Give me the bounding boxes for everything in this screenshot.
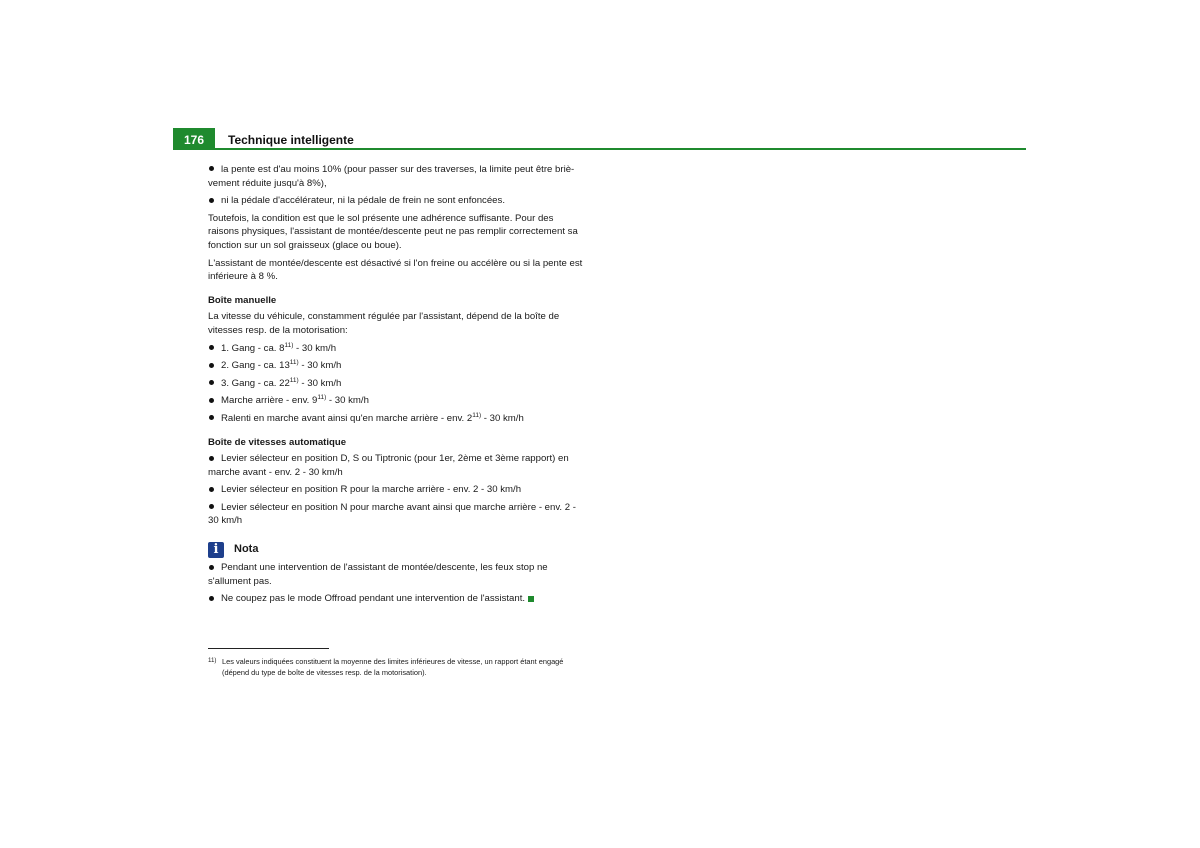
bullet-icon [209,380,214,385]
footnote [208,656,588,678]
section-heading-manual: Boîte manuelle [208,294,277,306]
bullet-icon [209,415,214,420]
header-divider [173,148,1026,150]
list-item: Ne coupez pas le mode Offroad pendant une intervention de l'assistant. [208,592,584,606]
nota-heading [208,542,584,558]
list-item: 1. Gang - ca. 8$^{11)}$ - 30 km/h [208,342,584,356]
info-icon: i [208,542,224,558]
footnote-divider [208,648,329,649]
bullet-icon [209,504,214,509]
list-item: Ralenti en marche avant ainsi qu'en marche arrière - env. 2$^{11)}$ - 30 km/h [208,412,584,426]
page-header [173,128,1026,150]
paragraph: La vitesse du véhicule, constamment régulée par l'assistant, dépend de la boîte de vitesses resp. de la motorisation: [208,311,560,336]
bullet-icon [209,363,214,368]
end-of-section-icon [528,596,534,602]
footnote-ref[interactable]: 11) [472,411,482,419]
footnote-mark: 11) [208,657,217,664]
footnote-ref[interactable]: 11) [284,341,294,349]
footnote-ref[interactable]: 11) [289,376,299,384]
bullet-icon [209,166,214,171]
bullet-icon [209,565,214,570]
list-item: Marche arrière - env. 9$^{11)}$ - 30 km/h [208,394,584,408]
footnote-ref[interactable]: 11) [317,394,327,402]
section-heading-automatic: Boîte de vitesses automatique [208,436,347,448]
bullet-icon [209,596,214,601]
bullet-icon [209,345,214,350]
list-item: Levier sélecteur en position D, S ou Tiptronic (pour 1er, 2ème et 3ème rapport) en marche avant - env. 2 - 30 km/h [208,453,569,478]
bullet-icon [209,398,214,403]
bullet-icon [209,487,214,492]
page-number: 176 [173,128,215,150]
bullet-icon [209,198,214,203]
list-item: Pendant une intervention de l'assistant de montée/descente, les feux stop ne s'allument pas. [208,562,548,587]
nota-title: Nota [234,543,259,556]
list-item: Levier sélecteur en position N pour marche avant ainsi que marche arrière - env. 2 - 30 km/h [208,501,576,527]
list-item: 3. Gang - ca. 22$^{11)}$ - 30 km/h [208,377,584,391]
list-item: ni la pédale d'accélérateur, ni la pédale de frein ne sont enfoncées. [208,194,584,208]
list-item: Levier sélecteur en position R pour la marche arrière - env. 2 - 30 km/h [208,483,584,497]
footnote-text: Les valeurs indiquées constituent la moyenne des limites inférieures de vitesse, un rapport étant engagé (dépend du type de boîte de vitesses resp. de la motorisation). [222,657,564,677]
footnote-ref[interactable]: 11) [289,359,299,367]
main-content [208,163,584,610]
paragraph: L'assistant de montée/descente est désactivé si l'on freine ou accélère ou si la pente est inférieure à 8 %. [208,257,583,283]
page-title: Technique intelligente [228,133,354,147]
bullet-icon [209,456,214,461]
paragraph: Toutefois, la condition est que le sol présente une adhérence suffisante. Pour des raisons physiques, l'assistant de montée/descente peut ne pas remplir correctement sa fonction sur un sol graisseux (glace ou boue). [208,212,578,251]
list-item: 2. Gang - ca. 13$^{11)}$ - 30 km/h [208,359,584,373]
list-item: la pente est d'au moins 10% (pour passer sur des traverses, la limite peut être briè-vement réduite jusqu'à 8%), [208,164,575,189]
